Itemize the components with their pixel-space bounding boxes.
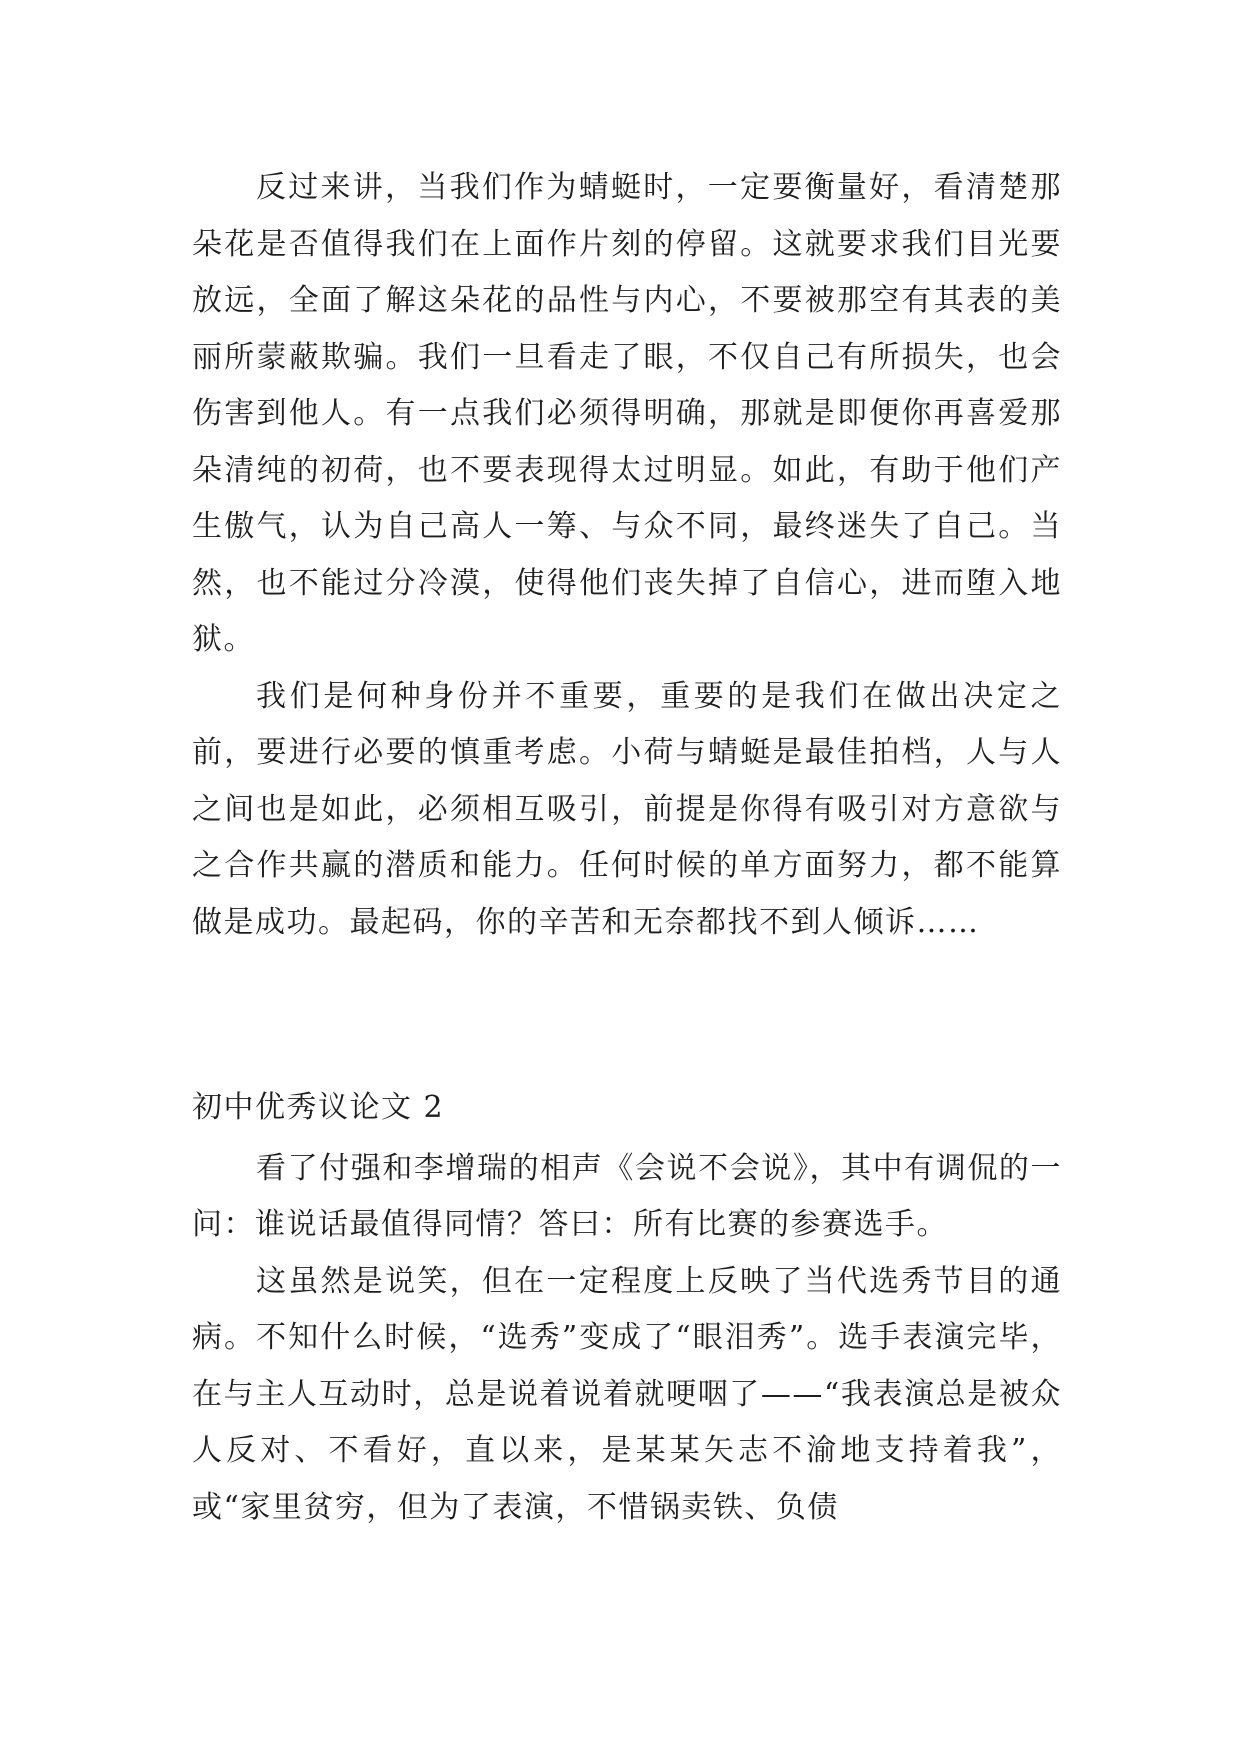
paragraph: 这虽然是说笑，但在一定程度上反映了当代选秀节目的通病。不知什么时候，“选秀”变成了“眼泪秀”。选手表演完毕，在与主人互动时，总是说着说着就哽咽了——“我表演总是被众人反对、不看好，直以来，是某某矢志不渝地支持着我”，或“家里贫穷，但为了表演，不惜锅卖铁、负债 [192,1263,1062,1525]
paragraph: 反过来讲，当我们作为蜻蜓时，一定要衡量好，看清楚那朵花是否值得我们在上面作片刻的停留。这就要求我们目光要放远，全面了解这朵花的品性与内心，不要被那空有其表的美丽所蒙蔽欺骗。我们一旦看走了眼，不仅自己有所损失，也会伤害到他人。有一点我们必须得明确，那就是即便你再喜爱那朵清纯的初荷，也不要表现得太过明显。如此，有助于他们产生傲气，认为自己高人一筹、与众不同，最终迷失了自己。当然，也不能过分冷漠，使得他们丧失掉了自信心，进而堕入地狱。 [192,170,1062,657]
article-body-top [192,160,1062,951]
paragraph: 我们是何种身份并不重要，重要的是我们在做出决定之前，要进行必要的慎重考虑。小荷与蜻蜓是最佳拍档，人与人之间也是如此，必须相互吸引，前提是你得有吸引对方意欲与之合作共赢的潜质和能力。任何时候的单方面努力，都不能算做是成功。最起码，你的辛苦和无奈都找不到人倾诉…… [192,678,1062,940]
paragraph: 看了付强和李增瑞的相声《会说不会说》，其中有调侃的一问：谁说话最值得同情？答曰：所有比赛的参赛选手。 [192,1150,1062,1242]
article-body-bottom [192,1080,1062,1536]
section-heading: 初中优秀议论文 2 [192,1090,445,1125]
